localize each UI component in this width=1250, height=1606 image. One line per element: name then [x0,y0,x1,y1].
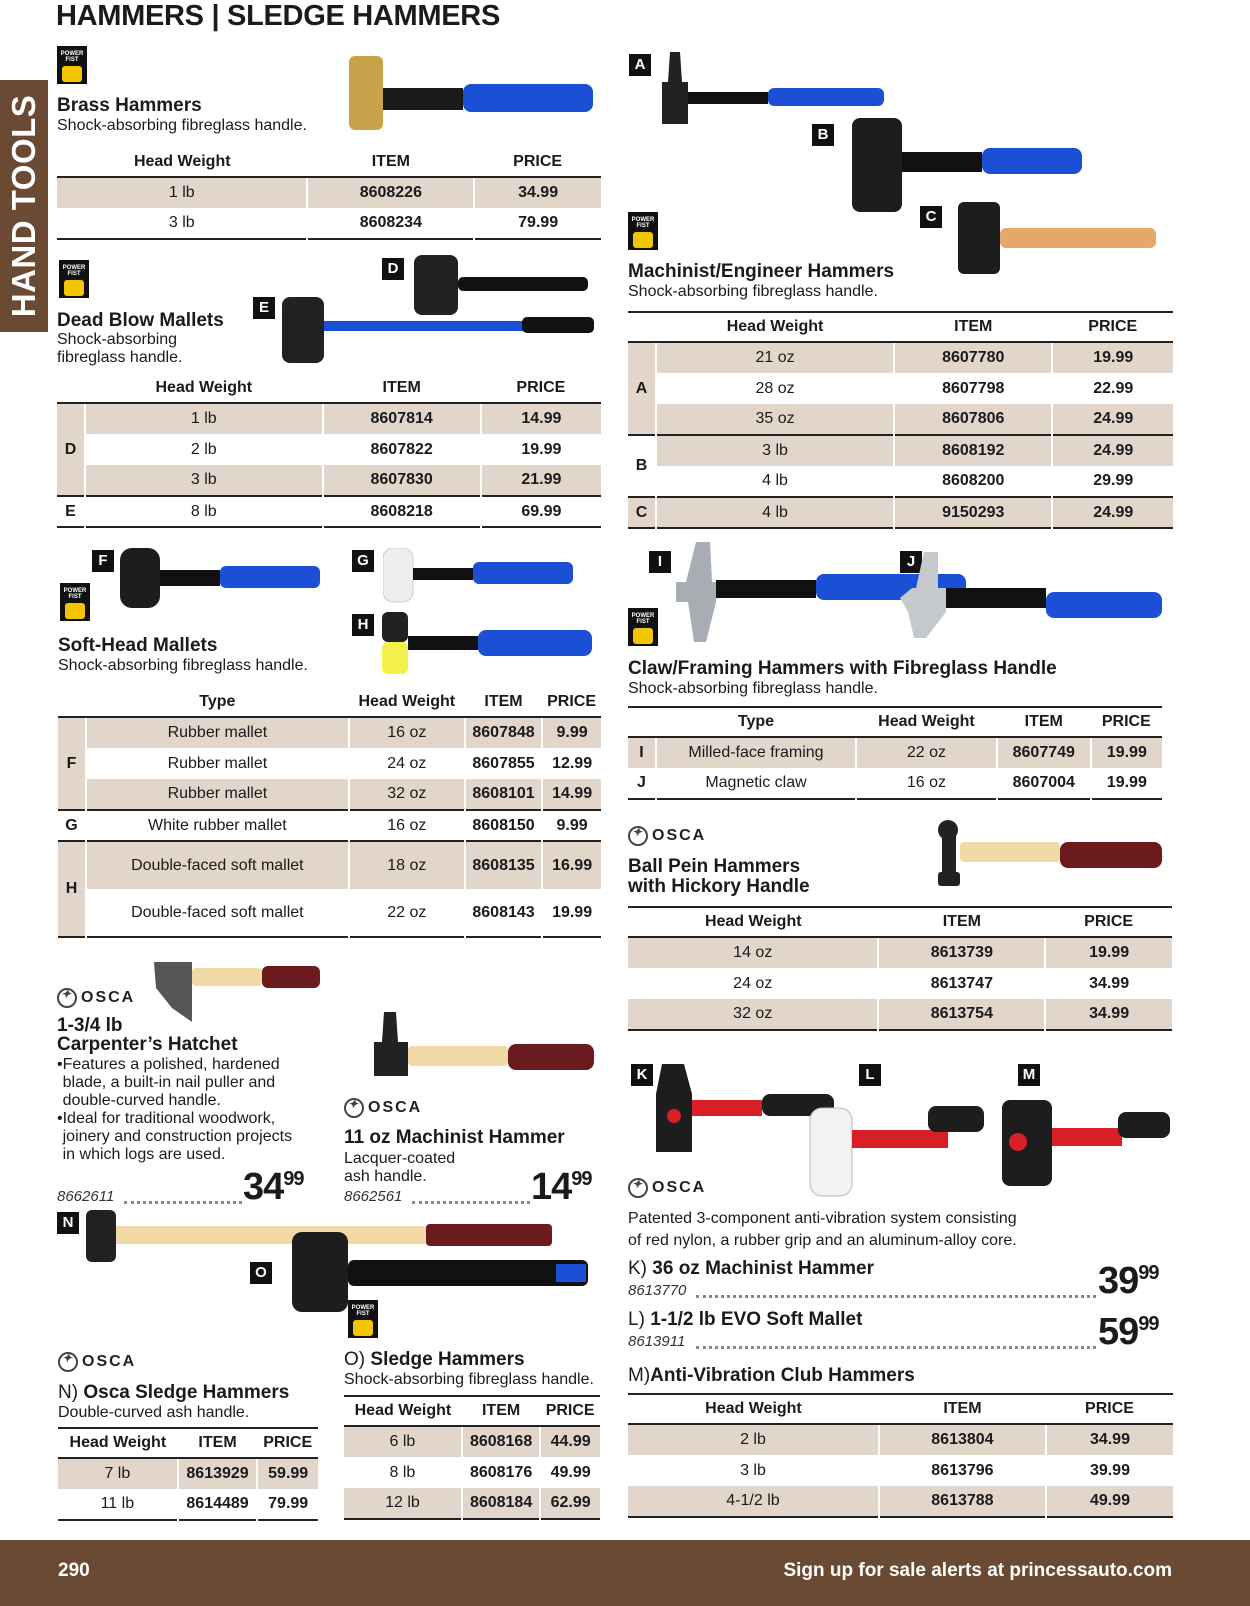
dead-blow-image [282,255,602,367]
leader-dots [412,1201,530,1204]
table-row: 32 oz 8613754 34.99 [628,999,1172,1030]
osca-logo: ✦ OSCA [57,988,135,1008]
dead-title: Dead Blow Mallets [57,310,224,331]
table-row: J Magnetic claw 16 oz 8607004 19.99 [628,768,1162,799]
hatchet-price: $34^{99}$ [243,1166,304,1208]
dead-subtitle-1: Shock-absorbing [57,331,178,348]
machinist-hammer-image [374,1012,596,1100]
machinist-11oz-sku: 8662561 [344,1188,403,1205]
callout-g: G [352,550,374,572]
ballpein-title-1: Ball Pein Hammers [628,856,801,877]
callout-a: A [629,54,651,76]
ballpein-title-2: with Hickory Handle [628,876,810,897]
machinist-11oz-sub-2: ash handle. [344,1168,427,1185]
rubber-mallet-image [120,546,322,612]
machinist-11oz-price: $14^{99}$ [531,1166,592,1208]
engineer-subtitle: Shock-absorbing fibreglass handle. [628,283,878,300]
callout-l: L [859,1064,881,1086]
osca-logo: ✦ OSCA [628,1178,706,1198]
table-row: 2 lb 8613804 34.99 [628,1424,1173,1455]
sale-alerts-link[interactable]: Sign up for sale alerts at princessauto.com [783,1560,1172,1581]
sledge-table: Head Weight ITEM PRICE 6 lb 8608168 44.99 8 lb 8608176 49.99 12 lb 8608184 62.99 [344,1395,600,1520]
table-row: 28 oz 8607798 22.99 [628,373,1173,404]
table-row: Rubber mallet 24 oz 8607855 12.99 [58,748,601,779]
osca-logo: ✦ OSCA [344,1098,422,1118]
table-row: 3 lb 8608234 79.99 [57,208,601,239]
callout-f: F [92,550,114,572]
table-row: 2 lb 8607822 19.99 [57,434,601,465]
hatchet-bullet-2: •Ideal for traditional woodwork, joinery and construction projects in which logs are used. [57,1110,293,1163]
engineer-hammers-image [662,52,1162,282]
engineer-title: Machinist/Engineer Hammers [628,261,895,282]
club-hammer-table: Head Weight ITEM PRICE 2 lb 8613804 34.99 3 lb 8613796 39.99 4-1/2 lb 8613788 49.99 [628,1393,1173,1518]
hatchet-sku: 8662611 [57,1188,115,1205]
section-tab-label: HAND TOOLS [5,94,42,318]
page-number: 290 [58,1560,90,1581]
table-row: 12 lb 8608184 62.99 [344,1488,600,1519]
claw-subtitle: Shock-absorbing fibreglass handle. [628,680,878,697]
soft-mallet-table: Type Head Weight ITEM PRICE F Rubber mallet 16 oz 8607848 9.99 Rubber mallet 24 oz 8607855 12.99 Rubber mallet 32 oz 8608101 14.99 G White rubber mallet 16 oz 8608150 9.99 H Double-faced soft mallet 18 oz 8608135 16.99 Double-faced soft mallet 22 oz 8608143 19.99 [58,687,601,938]
callout-k: K [631,1064,653,1086]
anti-vibration-desc-2: of red nylon, a rubber grip and an aluminum-alloy core. [628,1232,1017,1249]
machinist-11oz-title: 11 oz Machinist Hammer [344,1127,565,1148]
white-mallet-image [383,548,575,604]
table-row: 6 lb 8608168 44.99 [344,1426,600,1457]
callout-i: I [649,551,671,573]
table-row: 1 lb 8608226 34.99 [57,177,601,208]
table-row: 11 lb 8614489 79.99 [58,1489,318,1520]
table-row: F Rubber mallet 16 oz 8607848 9.99 [58,717,601,748]
table-row: I Milled-face framing 22 oz 8607749 19.99 [628,737,1162,768]
machinist-11oz-sub-1: Lacquer-coated [344,1150,456,1167]
power-fist-logo: POWER FIST [59,260,89,298]
dead-subtitle-2: fibreglass handle. [57,349,183,366]
table-row: 14 oz 8613739 19.99 [628,937,1172,968]
table-row: 3 lb 8607830 21.99 [57,465,601,496]
hatchet-bullet-1: •Features a polished, hardened blade, a built-in nail puller and double-curved handle. [57,1056,280,1109]
table-row: 4-1/2 lb 8613788 49.99 [628,1486,1173,1517]
hatchet-weight: 1-3/4 lb [57,1015,123,1036]
table-row: E 8 lb 8608218 69.99 [57,496,601,527]
sledge-title: O) Sledge Hammers [344,1349,525,1370]
callout-c: C [920,206,942,228]
table-row: B 3 lb 8608192 24.99 [628,435,1173,466]
claw-title: Claw/Framing Hammers with Fibreglass Handle [628,658,1057,679]
table-row: D 1 lb 8607814 14.99 [57,403,601,434]
hatchet-title: Carpenter’s Hatchet [57,1034,238,1055]
sledge-hammers-image [86,1208,592,1320]
table-row: 3 lb 8613796 39.99 [628,1455,1173,1486]
osca-logo: ✦ OSCA [628,826,706,846]
hatchet-image [152,958,322,1026]
l-sku: 8613911 [628,1333,686,1350]
anti-vibration-hammers-image [656,1060,1172,1198]
page-title: HAMMERS | SLEDGE HAMMERS [56,0,500,32]
k-sku: 8613770 [628,1282,687,1299]
callout-e: E [253,297,275,319]
leader-dots [124,1201,242,1204]
double-faced-mallet-image [382,612,594,678]
brass-hammer-image [345,52,595,134]
power-fist-logo: POWER FIST [628,608,658,646]
table-row: 35 oz 8607806 24.99 [628,404,1173,435]
claw-table: Type Head Weight ITEM PRICE I Milled-face framing 22 oz 8607749 19.99 J Magnetic claw 16 oz 8607004 19.99 [628,706,1162,800]
osca-sledge-table: Head Weight ITEM PRICE 7 lb 8613929 59.99 11 lb 8614489 79.99 [58,1427,318,1521]
table-row: Double-faced soft mallet 22 oz 8608143 19.99 [58,889,601,937]
callout-j: J [900,551,922,573]
l-title: L) 1-1/2 lb EVO Soft Mallet [628,1309,863,1330]
sledge-subtitle: Shock-absorbing fibreglass handle. [344,1371,594,1388]
soft-subtitle: Shock-absorbing fibreglass handle. [58,657,308,674]
ball-pein-hammer-image [934,818,1164,894]
footer-bar [0,1540,1250,1606]
callout-d: D [382,258,404,280]
osca-sledge-title: N) Osca Sledge Hammers [58,1382,290,1403]
power-fist-logo: POWER FIST [57,46,87,84]
brass-title: Brass Hammers [57,95,202,116]
osca-logo: ✦ OSCA [58,1352,136,1372]
table-row: 4 lb 8608200 29.99 [628,466,1173,497]
table-row: H Double-faced soft mallet 18 oz 8608135 16.99 [58,841,601,889]
callout-m: M [1018,1064,1040,1086]
table-row: C 4 lb 9150293 24.99 [628,497,1173,528]
table-row: 24 oz 8613747 34.99 [628,968,1172,999]
anti-vibration-desc-1: Patented 3-component anti-vibration system consisting [628,1210,1017,1227]
table-row: G White rubber mallet 16 oz 8608150 9.99 [58,810,601,841]
section-tab [0,80,48,332]
engineer-table: Head Weight ITEM PRICE A 21 oz 8607780 19.99 28 oz 8607798 22.99 35 oz 8607806 24.99 B 3 lb 8608192 24.99 4 lb 8608200 29.99 C 4 lb 9150293 24.99 [628,311,1173,529]
table-row: 7 lb 8613929 59.99 [58,1458,318,1489]
l-price: $59^{99}$ [1098,1311,1159,1353]
soft-title: Soft-Head Mallets [58,635,218,656]
power-fist-logo: POWER FIST [628,212,658,250]
callout-n: N [57,1212,79,1234]
k-title: K) 36 oz Machinist Hammer [628,1258,875,1279]
leader-dots [696,1295,1096,1298]
k-price: $39^{99}$ [1098,1260,1159,1302]
m-title: M)Anti-Vibration Club Hammers [628,1365,915,1386]
power-fist-logo: POWER FIST [348,1300,378,1338]
table-row: Rubber mallet 32 oz 8608101 14.99 [58,779,601,810]
osca-sledge-subtitle: Double-curved ash handle. [58,1404,250,1421]
claw-hammers-image [676,542,1166,652]
brass-subtitle: Shock-absorbing fibreglass handle. [57,117,307,134]
leader-dots [696,1346,1096,1349]
brass-table: Head Weight ITEM PRICE 1 lb 8608226 34.99 3 lb 8608234 79.99 [57,147,601,240]
callout-b: B [812,124,834,146]
ballpein-table: Head Weight ITEM PRICE 14 oz 8613739 19.99 24 oz 8613747 34.99 32 oz 8613754 34.99 [628,906,1172,1031]
callout-h: H [352,614,374,636]
table-row: A 21 oz 8607780 19.99 [628,342,1173,373]
dead-blow-table: Head Weight ITEM PRICE D 1 lb 8607814 14.99 2 lb 8607822 19.99 3 lb 8607830 21.99 E 8 lb 8608218 69.99 [57,373,601,528]
power-fist-logo: POWER FIST [60,583,90,621]
table-row: 8 lb 8608176 49.99 [344,1457,600,1488]
callout-o: O [250,1262,272,1284]
